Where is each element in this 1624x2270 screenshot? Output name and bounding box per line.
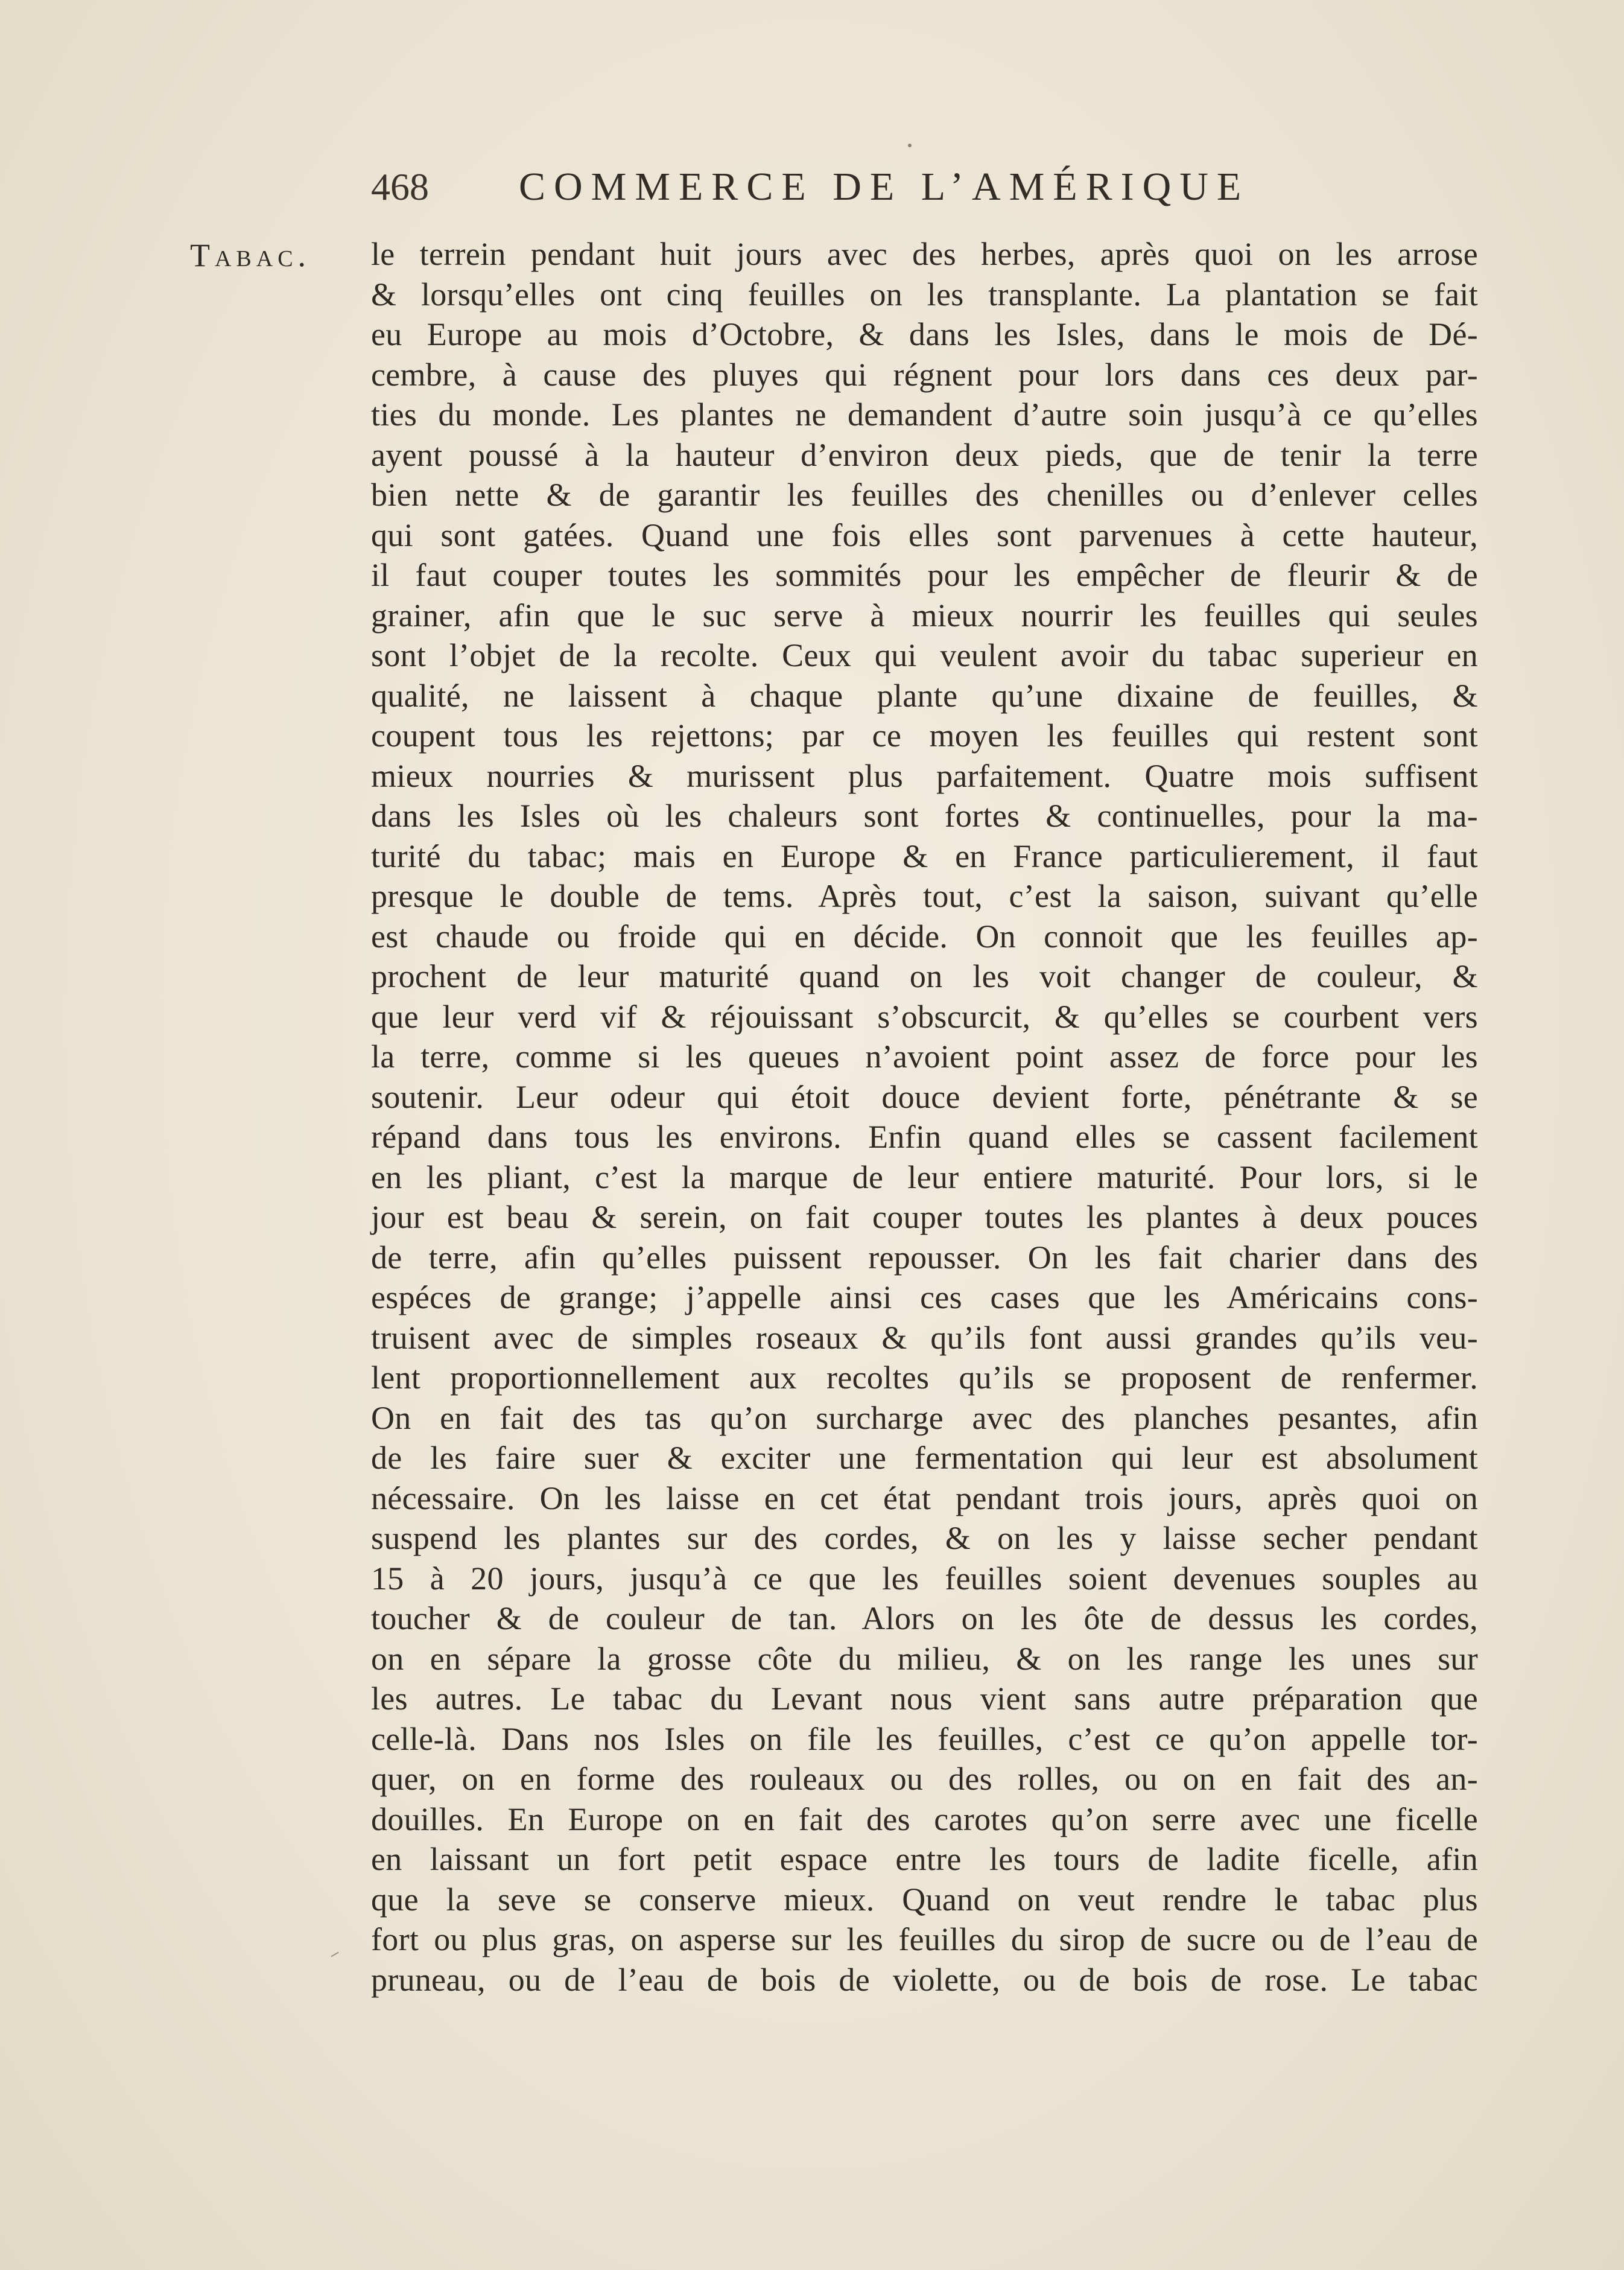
text-line: répand dans tous les environs. Enfin quand elles se cassent facilement [371,1119,1478,1155]
text-line: toucher & de couleur de tan. Alors on les ôte de dessus les cordes, [371,1600,1478,1636]
text-line: dans les Isles où les chaleurs sont fortes & continuelles, pour la ma- [371,798,1478,834]
text-line: bien nette & de garantir les feuilles des chenilles ou d’enlever celles [371,477,1478,513]
text-line: en laissant un fort petit espace entre les tours de ladite ficelle, afin [371,1841,1478,1877]
text-line: espéces de grange; j’appelle ainsi ces cases que les Américains cons- [371,1279,1478,1315]
text-line: les autres. Le tabac du Levant nous vient sans autre préparation que [371,1680,1478,1717]
text-line: On en fait des tas qu’on surcharge avec des planches pesantes, afin [371,1399,1478,1436]
marginal-note: Tabac. [190,237,311,273]
text-line: il faut couper toutes les sommités pour les empêcher de fleurir & de [371,557,1478,593]
text-line: cembre, à cause des pluyes qui régnent pour lors dans ces deux par- [371,356,1478,393]
text-line: jour est beau & serein, on fait couper toutes les plantes à deux pouces [371,1199,1478,1235]
text-line: qualité, ne laissent à chaque plante qu’une dixaine de feuilles, & [371,677,1478,714]
text-line: ayent poussé à la hauteur d’environ deux pieds, que de tenir la terre [371,436,1478,473]
text-line: prochent de leur maturité quand on les voit changer de couleur, & [371,958,1478,994]
text-line: suspend les plantes sur des cordes, & on les y laisse secher pendant [371,1520,1478,1556]
text-line: grainer, afin que le suc serve à mieux nourrir les feuilles qui seules [371,597,1478,634]
text-line: celle-là. Dans nos Isles on file les feuilles, c’est ce qu’on appelle tor- [371,1720,1478,1757]
stray-ink-mark [331,1952,338,1957]
text-line: en les pliant, c’est la marque de leur entiere maturité. Pour lors, si le [371,1159,1478,1195]
text-line: soutenir. Leur odeur qui étoit douce devient forte, pénétrante & se [371,1078,1478,1115]
running-head [371,164,1372,224]
text-line: le terrein pendant huit jours avec des herbes, après quoi on les arrose [371,236,1478,272]
text-line: quer, on en forme des rouleaux ou des rolles, ou on en fait des an- [371,1761,1478,1797]
text-line: eu Europe au mois d’Octobre, & dans les Isles, dans le mois de Dé- [371,316,1478,352]
text-line: presque le double de tems. Après tout, c’est la saison, suivant qu’elle [371,878,1478,914]
text-line: on en sépare la grosse côte du milieu, & on les range les unes sur [371,1640,1478,1677]
text-line: que la seve se conserve mieux. Quand on veut rendre le tabac plus [371,1881,1478,1918]
text-line: douilles. En Europe on en fait des carotes qu’on serre avec une ficelle [371,1801,1478,1837]
text-line: 15 à 20 jours, jusqu’à ce que les feuilles soient devenues souples au [371,1560,1478,1597]
printer-dot [908,144,912,147]
text-line: coupent tous les rejettons; par ce moyen les feuilles qui restent sont [371,717,1478,754]
text-line: fort ou plus gras, on asperse sur les feuilles du sirop de sucre ou de l’eau de [371,1921,1478,1957]
text-line: nécessaire. On les laisse en cet état pendant trois jours, après quoi on [371,1480,1478,1516]
page-title: COMMERCE DE L’AMÉRIQUE [519,165,1250,209]
text-line: de les faire suer & exciter une fermentation qui leur est absolument [371,1440,1478,1476]
text-line: sont l’objet de la recolte. Ceux qui veulent avoir du tabac superieur en [371,637,1478,673]
text-line: de terre, afin qu’elles puissent repousser. On les fait charier dans des [371,1239,1478,1276]
page-number: 468 [371,165,429,208]
text-line: lent proportionnellement aux recoltes qu’ils se proposent de renfermer. [371,1359,1478,1396]
text-line: ties du monde. Les plantes ne demandent d’autre soin jusqu’à ce qu’elles [371,396,1478,433]
text-line: mieux nourries & murissent plus parfaitement. Quatre mois suffisent [371,757,1478,794]
text-line: truisent avec de simples roseaux & qu’ils font aussi grandes qu’ils veu- [371,1319,1478,1356]
body-text [371,234,1478,2000]
text-line: la terre, comme si les queues n’avoient point assez de force pour les [371,1038,1478,1075]
text-line: qui sont gatées. Quand une fois elles sont parvenues à cette hauteur, [371,517,1478,553]
text-line: que leur verd vif & réjouissant s’obscurcit, & qu’elles se courbent vers [371,998,1478,1035]
text-line: est chaude ou froide qui en décide. On connoit que les feuilles ap- [371,918,1478,955]
text-line: & lorsqu’elles ont cinq feuilles on les transplante. La plantation se fait [371,276,1478,313]
text-line: turité du tabac; mais en Europe & en France particulierement, il faut [371,838,1478,874]
text-line: pruneau, ou de l’eau de bois de violette, ou de bois de rose. Le tabac [371,1961,1478,1998]
